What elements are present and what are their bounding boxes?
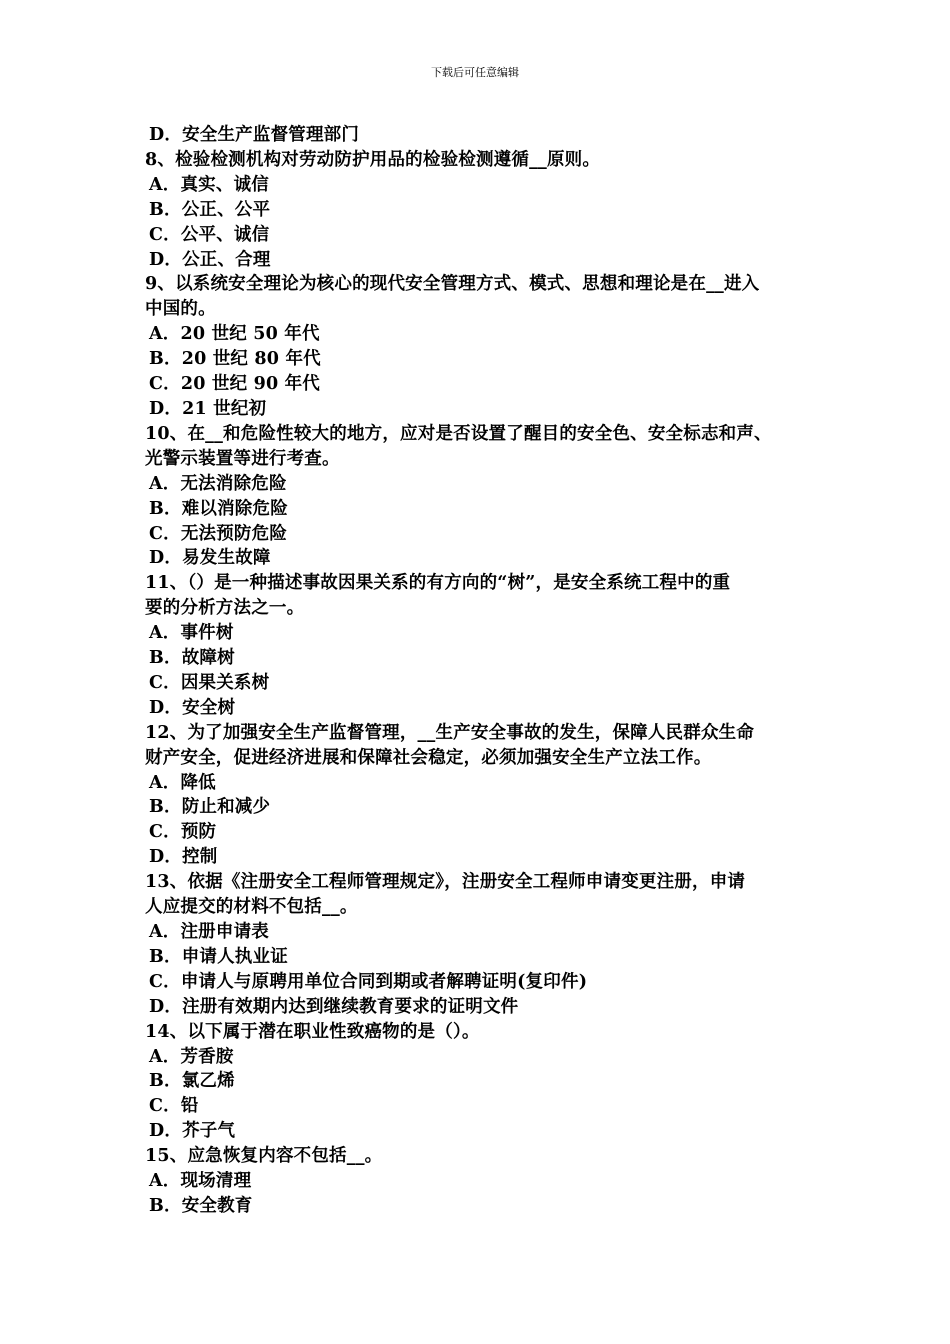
question-text: 11、（）是一种描述事故因果关系的有方向的“树”，是安全系统工程中的重 xyxy=(145,573,731,594)
question-text: 9、以系统安全理论为核心的现代安全管理方式、模式、思想和理论是在__进入 xyxy=(145,274,760,295)
answer-option: A．注册申请表 xyxy=(149,922,269,942)
answer-option: A．现场清理 xyxy=(149,1171,252,1192)
answer-option: B．申请人执业证 xyxy=(149,946,288,967)
question-text: 10、在__和危险性较大的地方，应对是否设置了醒目的安全色、安全标志和声、 xyxy=(145,423,772,444)
question-text: 中国的。 xyxy=(145,299,216,320)
question-text: 12、为了加强安全生产监督管理，__生产安全事故的发生，保障人民群众生命 xyxy=(145,722,755,743)
question-text: 人应提交的材料不包括__。 xyxy=(145,897,358,918)
answer-option: C．因果关系树 xyxy=(149,672,270,693)
answer-option: D．控制 xyxy=(149,847,218,868)
answer-option: B．防止和减少 xyxy=(149,797,271,818)
question-text: 13、依据《注册安全工程师管理规定》，注册安全工程师申请变更注册，申请 xyxy=(145,872,746,893)
page-header: 下载后可任意编辑 xyxy=(431,66,519,79)
answer-option: D．安全树 xyxy=(149,697,236,718)
answer-option: A．芳香胺 xyxy=(149,1046,234,1067)
question-text: 15、应急恢复内容不包括__。 xyxy=(145,1146,383,1167)
question-text: 14、以下属于潜在职业性致癌物的是（）。 xyxy=(145,1021,480,1042)
question-text: 光警示装置等进行考查。 xyxy=(145,448,340,469)
answer-option: D．芥子气 xyxy=(149,1121,236,1142)
question-text: 财产安全，促进经济进展和保障社会稳定，必须加强安全生产立法工作。 xyxy=(145,747,712,768)
answer-option: A．真实、诚信 xyxy=(149,174,269,195)
answer-option: B．难以消除危险 xyxy=(149,498,288,519)
answer-option: C．无法预防危险 xyxy=(149,523,288,544)
answer-option: D．易发生故障 xyxy=(149,548,271,569)
answer-option: D．安全生产监督管理部门 xyxy=(149,125,360,145)
answer-option: C．申请人与原聘用单位合同到期或者解聘证明(复印件) xyxy=(149,971,588,992)
answer-option: B．公正、公平 xyxy=(149,199,271,220)
answer-option: B．氯乙烯 xyxy=(149,1071,235,1092)
answer-option: A．事件树 xyxy=(149,623,234,644)
answer-option: B．安全教育 xyxy=(149,1195,253,1216)
exam-content xyxy=(145,123,825,1219)
answer-option: D．公正、合理 xyxy=(149,249,271,270)
answer-option: A．无法消除危险 xyxy=(149,473,287,494)
answer-option: C．铅 xyxy=(149,1096,199,1117)
question-text: 要的分析方法之一。 xyxy=(145,598,305,619)
answer-option: B．故障树 xyxy=(149,648,235,669)
question-text: 8、检验检测机构对劳动防护用品的检验检测遵循__原则。 xyxy=(145,149,601,170)
answer-option: C．20 世纪 90 年代 xyxy=(149,374,321,395)
answer-option: D．21 世纪初 xyxy=(149,398,267,419)
answer-option: D．注册有效期内达到继续教育要求的证明文件 xyxy=(149,996,519,1017)
answer-option: B．20 世纪 80 年代 xyxy=(149,349,321,370)
answer-option: A．降低 xyxy=(149,772,216,793)
answer-option: C．公平、诚信 xyxy=(149,224,270,245)
answer-option: C．预防 xyxy=(149,822,217,843)
answer-option: A．20 世纪 50 年代 xyxy=(149,324,320,345)
